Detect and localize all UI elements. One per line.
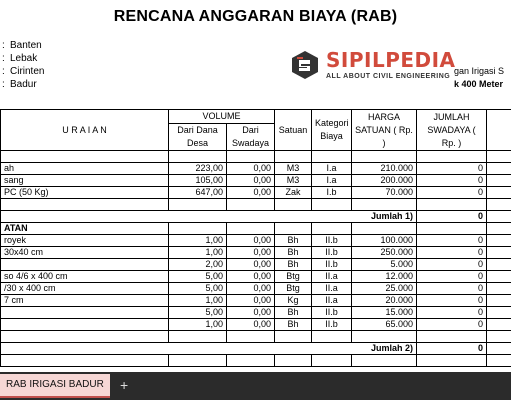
- cell-uraian[interactable]: [1, 307, 169, 319]
- cell-satuan[interactable]: [275, 223, 312, 235]
- cell-harga-satuan[interactable]: 210.000: [352, 163, 417, 175]
- table-row: [1, 319, 511, 331]
- cell[interactable]: [487, 151, 511, 163]
- header-satuan[interactable]: Satuan: [275, 110, 312, 151]
- cell-kategori[interactable]: II.a: [312, 271, 352, 283]
- cell-dari-dana-desa[interactable]: 105,00: [169, 175, 227, 187]
- info-sep: :: [2, 53, 5, 64]
- cell-jumlah-swadaya[interactable]: [417, 151, 487, 163]
- total-label[interactable]: Jumlah 2): [1, 343, 417, 355]
- cell-dari-swadaya[interactable]: [227, 151, 275, 163]
- table-row: [1, 151, 511, 163]
- cell-harga-satuan[interactable]: 65.000: [352, 319, 417, 331]
- cell[interactable]: [487, 295, 511, 307]
- total-label[interactable]: Jumlah 1): [1, 211, 417, 223]
- cell-dari-dana-desa[interactable]: 5,00: [169, 271, 227, 283]
- add-sheet-icon[interactable]: +: [120, 377, 129, 393]
- info-value: Cirinten: [10, 66, 45, 77]
- info-value: Lebak: [10, 53, 38, 64]
- header-dari-dana-desa[interactable]: Dari Dana Desa: [169, 124, 227, 151]
- cell-kategori[interactable]: II.b: [312, 235, 352, 247]
- cell[interactable]: [487, 259, 511, 271]
- cell-jumlah-swadaya[interactable]: 0: [417, 295, 487, 307]
- info-value: Badur: [10, 79, 37, 90]
- cell-uraian[interactable]: so 4/6 x 400 cm: [1, 271, 169, 283]
- cell-uraian[interactable]: [1, 199, 169, 211]
- table-row: [1, 247, 511, 259]
- cell[interactable]: [487, 235, 511, 247]
- cell-dari-swadaya[interactable]: 0,00: [227, 187, 275, 199]
- cell-harga-satuan[interactable]: [352, 355, 417, 367]
- cell-dari-dana-desa[interactable]: 1,00: [169, 235, 227, 247]
- cell-kategori[interactable]: II.a: [312, 283, 352, 295]
- cell[interactable]: [487, 199, 511, 211]
- cell-dari-dana-desa[interactable]: 5,00: [169, 283, 227, 295]
- cell[interactable]: [487, 355, 511, 367]
- cell-harga-satuan[interactable]: 15.000: [352, 307, 417, 319]
- cell-dari-dana-desa[interactable]: 1,00: [169, 319, 227, 331]
- cell-satuan[interactable]: [275, 151, 312, 163]
- logo-name: SIPILPEDIA: [326, 48, 456, 72]
- cell-dari-swadaya[interactable]: 0,00: [227, 259, 275, 271]
- cell-dari-swadaya[interactable]: 0,00: [227, 235, 275, 247]
- cell-uraian[interactable]: ATAN: [1, 223, 169, 235]
- cell-jumlah-swadaya[interactable]: [417, 223, 487, 235]
- table-row: [1, 343, 511, 355]
- cell-dari-dana-desa[interactable]: 223,00: [169, 163, 227, 175]
- table-row: [1, 331, 511, 343]
- rab-table: [0, 109, 511, 367]
- sheet-title: RENCANA ANGGARAN BIAYA (RAB): [113, 8, 398, 25]
- cell-satuan[interactable]: M3: [275, 175, 312, 187]
- cell-dari-dana-desa[interactable]: [169, 151, 227, 163]
- info-sep: :: [2, 79, 5, 90]
- cell-jumlah-swadaya[interactable]: 0: [417, 259, 487, 271]
- right-info-1: gan Irigasi S: [454, 66, 505, 76]
- cell-dari-dana-desa[interactable]: 647,00: [169, 187, 227, 199]
- info-sep: :: [2, 40, 5, 51]
- cell-dari-dana-desa[interactable]: [169, 355, 227, 367]
- cell[interactable]: [487, 211, 511, 223]
- table-row: [1, 175, 511, 187]
- cell-kategori[interactable]: I.b: [312, 187, 352, 199]
- cell-dari-swadaya[interactable]: 0,00: [227, 163, 275, 175]
- cell-kategori[interactable]: [312, 223, 352, 235]
- cell[interactable]: [487, 187, 511, 199]
- cell-dari-dana-desa[interactable]: 1,00: [169, 295, 227, 307]
- logo-tagline: ALL ABOUT CIVIL ENGINEERING: [326, 73, 451, 80]
- cell-dari-swadaya[interactable]: 0,00: [227, 283, 275, 295]
- cell-satuan[interactable]: Bh: [275, 259, 312, 271]
- cell-satuan[interactable]: Bh: [275, 235, 312, 247]
- cell-harga-satuan[interactable]: 200.000: [352, 175, 417, 187]
- table-row: [1, 235, 511, 247]
- cell-jumlah-swadaya[interactable]: 0: [417, 319, 487, 331]
- cell-jumlah-swadaya[interactable]: 0: [417, 187, 487, 199]
- table-row: [1, 355, 511, 367]
- cell-uraian[interactable]: royek: [1, 235, 169, 247]
- cell-kategori[interactable]: [312, 355, 352, 367]
- cell-uraian[interactable]: [1, 331, 169, 343]
- cell-harga-satuan[interactable]: [352, 223, 417, 235]
- cell-satuan[interactable]: Bh: [275, 307, 312, 319]
- cell-dari-swadaya[interactable]: 0,00: [227, 295, 275, 307]
- cell-uraian[interactable]: 30x40 cm: [1, 247, 169, 259]
- total-value[interactable]: 0: [417, 211, 487, 223]
- cell-uraian[interactable]: [1, 259, 169, 271]
- info-value: Banten: [10, 40, 42, 51]
- header-volume[interactable]: VOLUME: [169, 110, 275, 124]
- total-value[interactable]: 0: [417, 343, 487, 355]
- table-body: [1, 151, 511, 367]
- cell[interactable]: [487, 247, 511, 259]
- right-info-2: k 400 Meter: [454, 79, 504, 89]
- cell-jumlah-swadaya[interactable]: 0: [417, 271, 487, 283]
- info-line-1: [2, 40, 42, 51]
- cell-dari-swadaya[interactable]: 0,00: [227, 175, 275, 187]
- cell-dari-dana-desa[interactable]: [169, 199, 227, 211]
- header-extra[interactable]: [487, 110, 511, 151]
- cell-dari-dana-desa[interactable]: 2,00: [169, 259, 227, 271]
- cell-harga-satuan[interactable]: 20.000: [352, 295, 417, 307]
- cell-dari-dana-desa[interactable]: 5,00: [169, 307, 227, 319]
- cell-satuan[interactable]: [275, 199, 312, 211]
- info-line-2: [2, 53, 37, 64]
- cell-uraian[interactable]: sang: [1, 175, 169, 187]
- cell-harga-satuan[interactable]: [352, 331, 417, 343]
- cell-satuan[interactable]: M3: [275, 163, 312, 175]
- cell-satuan[interactable]: Kg: [275, 295, 312, 307]
- cell-uraian[interactable]: [1, 355, 169, 367]
- watermark-logo: [286, 46, 486, 86]
- cell-harga-satuan[interactable]: 25.000: [352, 283, 417, 295]
- cell-jumlah-swadaya[interactable]: [417, 331, 487, 343]
- cell-satuan[interactable]: Bh: [275, 247, 312, 259]
- cell-dari-swadaya[interactable]: [227, 331, 275, 343]
- table-row: [1, 163, 511, 175]
- cell-harga-satuan[interactable]: 250.000: [352, 247, 417, 259]
- table-row: [1, 271, 511, 283]
- cell-satuan[interactable]: Btg: [275, 283, 312, 295]
- cell-uraian[interactable]: PC (50 Kg): [1, 187, 169, 199]
- cell-jumlah-swadaya[interactable]: 0: [417, 247, 487, 259]
- header-dari-swadaya[interactable]: Dari Swadaya: [227, 124, 275, 151]
- cell-kategori[interactable]: II.b: [312, 319, 352, 331]
- cell-dari-swadaya[interactable]: [227, 199, 275, 211]
- cell-harga-satuan[interactable]: 5.000: [352, 259, 417, 271]
- cell-jumlah-swadaya[interactable]: 0: [417, 283, 487, 295]
- cell-satuan[interactable]: Zak: [275, 187, 312, 199]
- sheet-tab-bar: [0, 372, 511, 400]
- cell-jumlah-swadaya[interactable]: [417, 355, 487, 367]
- cell-jumlah-swadaya[interactable]: 0: [417, 235, 487, 247]
- cell-jumlah-swadaya[interactable]: 0: [417, 175, 487, 187]
- table-row: [1, 283, 511, 295]
- header-harga-satuan[interactable]: HARGA SATUAN ( Rp. ): [352, 110, 417, 151]
- cell-jumlah-swadaya[interactable]: 0: [417, 163, 487, 175]
- cell-dari-swadaya[interactable]: 0,00: [227, 319, 275, 331]
- cell-dari-swadaya[interactable]: 0,00: [227, 271, 275, 283]
- table-row: [1, 199, 511, 211]
- header-kategori[interactable]: Kategori Biaya: [312, 110, 352, 151]
- cell-satuan[interactable]: [275, 331, 312, 343]
- table-row: [1, 307, 511, 319]
- cell-kategori[interactable]: [312, 151, 352, 163]
- cell-jumlah-swadaya[interactable]: [417, 199, 487, 211]
- cell-dari-dana-desa[interactable]: 1,00: [169, 247, 227, 259]
- cell-dari-swadaya[interactable]: 0,00: [227, 307, 275, 319]
- table-row: [1, 295, 511, 307]
- table-row: [1, 187, 511, 199]
- cell-dari-dana-desa[interactable]: [169, 331, 227, 343]
- cell-dari-swadaya[interactable]: 0,00: [227, 247, 275, 259]
- cell-kategori[interactable]: [312, 331, 352, 343]
- cell-harga-satuan[interactable]: 12.000: [352, 271, 417, 283]
- cell-uraian[interactable]: [1, 151, 169, 163]
- cell-kategori[interactable]: II.b: [312, 247, 352, 259]
- cell-harga-satuan[interactable]: 100.000: [352, 235, 417, 247]
- cell-harga-satuan[interactable]: [352, 199, 417, 211]
- sipilpedia-logo-icon: [290, 50, 320, 80]
- cell-satuan[interactable]: [275, 355, 312, 367]
- cell-jumlah-swadaya[interactable]: 0: [417, 307, 487, 319]
- cell[interactable]: [487, 223, 511, 235]
- cell[interactable]: [487, 163, 511, 175]
- cell-kategori[interactable]: II.b: [312, 259, 352, 271]
- cell-uraian[interactable]: 7 cm: [1, 295, 169, 307]
- table-row: [1, 211, 511, 223]
- header-uraian[interactable]: U R A I A N: [1, 110, 169, 151]
- cell-dari-dana-desa[interactable]: [169, 223, 227, 235]
- cell-uraian[interactable]: /30 x 400 cm: [1, 283, 169, 295]
- cell[interactable]: [487, 343, 511, 355]
- cell-kategori[interactable]: [312, 199, 352, 211]
- table-row: [1, 223, 511, 235]
- cell-harga-satuan[interactable]: 70.000: [352, 187, 417, 199]
- table-row: [1, 259, 511, 271]
- info-line-3: [2, 66, 44, 77]
- cell-kategori[interactable]: I.a: [312, 175, 352, 187]
- cell[interactable]: [487, 283, 511, 295]
- info-line-4: [2, 79, 37, 90]
- cell-satuan[interactable]: Btg: [275, 271, 312, 283]
- header-jumlah-swadaya[interactable]: JUMLAH SWADAYA ( Rp. ): [417, 110, 487, 151]
- cell-uraian[interactable]: ah: [1, 163, 169, 175]
- cell-dari-swadaya[interactable]: [227, 355, 275, 367]
- cell-harga-satuan[interactable]: [352, 151, 417, 163]
- cell[interactable]: [487, 307, 511, 319]
- cell[interactable]: [487, 331, 511, 343]
- cell-kategori[interactable]: II.a: [312, 295, 352, 307]
- cell[interactable]: [487, 271, 511, 283]
- cell-kategori[interactable]: II.b: [312, 307, 352, 319]
- sheet-tab-rab-irigasi-badur[interactable]: RAB IRIGASI BADUR: [0, 374, 110, 398]
- cell-uraian[interactable]: [1, 319, 169, 331]
- cell-satuan[interactable]: Bh: [275, 319, 312, 331]
- cell[interactable]: [487, 175, 511, 187]
- info-sep: :: [2, 66, 5, 77]
- cell-dari-swadaya[interactable]: [227, 223, 275, 235]
- cell-kategori[interactable]: I.a: [312, 163, 352, 175]
- cell[interactable]: [487, 319, 511, 331]
